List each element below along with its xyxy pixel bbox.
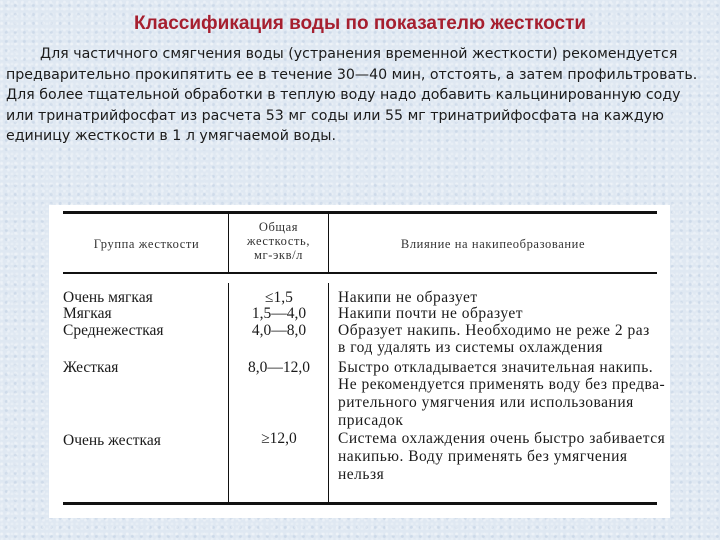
table-cell-group: Среднежесткая <box>63 322 164 339</box>
intro-line: Для более тщательной обработки в теплую воду надо добавить кальцинированную соду <box>6 87 681 103</box>
table-cell-effect: Система охлаждения очень быстро забивается <box>338 430 666 447</box>
table-cell-effect: в год удалять из системы охлаждения <box>338 339 604 356</box>
intro-line: единицу жесткости в 1 л умягчаемой воды. <box>6 128 336 144</box>
slide-title: Классификация воды по показателю жесткости <box>133 13 587 34</box>
table-cell-hardness: 4,0—8,0 <box>251 322 307 339</box>
table-cell-group: Жесткая <box>63 359 119 376</box>
table-cell-hardness: ≥12,0 <box>261 430 297 447</box>
header-hardness-line: жесткость, <box>246 234 311 248</box>
hardness-table <box>49 205 670 518</box>
table-cell-group: Очень мягкая <box>63 289 153 306</box>
intro-paragraph <box>6 44 714 147</box>
intro-line: или тринатрийфосфат из расчета 53 мг соды или 55 мг тринатрийфосфата на каждую <box>6 107 664 124</box>
table-cell-hardness: 8,0—12,0 <box>248 359 310 376</box>
table-cell-effect: Образует накипь. Необходимо не реже 2 раз <box>338 322 650 339</box>
table-cell-hardness: 1,5—4,0 <box>251 305 307 322</box>
table-header-rule <box>63 272 657 274</box>
table-cell-effect: нельзя <box>338 466 385 483</box>
table-cell-effect: накипью. Воду применять без умягчения <box>338 448 628 465</box>
table-cell-effect: присадок <box>338 412 404 429</box>
table-cell-group: Мягкая <box>63 305 112 322</box>
header-group: Группа жесткости <box>93 237 200 251</box>
table-cell-group: Очень жесткая <box>63 432 161 449</box>
header-hardness-line: Общая <box>258 220 299 234</box>
table-cell-effect: рительного умягчения или использования <box>338 394 634 411</box>
table-top-rule <box>63 211 657 214</box>
table-cell-effect: Быстро откладывается значительная накипь. <box>338 359 654 376</box>
table-cell-effect: Накипи почти не образует <box>338 305 524 322</box>
header-hardness <box>229 220 328 262</box>
intro-line: предварительно прокипятить ее в течение 30—40 мин, отстоять, а затем профильтровать. <box>6 66 698 83</box>
header-effect: Влияние на накипеобразование <box>400 237 586 251</box>
table-cell-effect: Не рекомендуется применять воду без предва- <box>338 376 666 393</box>
table-cell-effect: Накипи не образует <box>338 289 478 306</box>
table-bottom-rule <box>63 502 657 505</box>
table-cell-hardness: ≤1,5 <box>265 289 293 306</box>
header-hardness-line: мг-экв/л <box>253 248 304 262</box>
intro-line: Для частичного смягчения воды (устранения временной жесткости) рекомендуется <box>40 46 678 62</box>
